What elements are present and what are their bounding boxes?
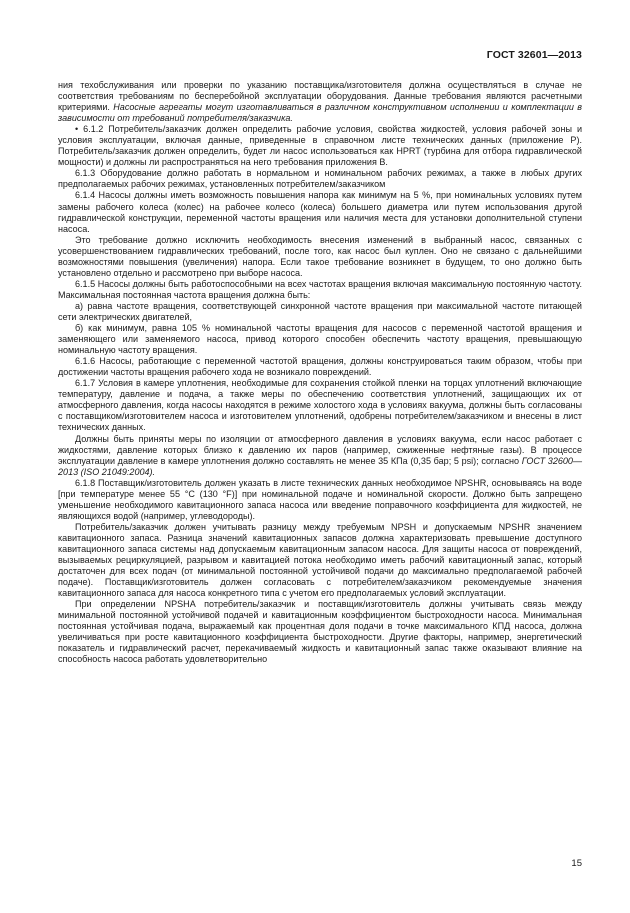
paragraph: • 6.1.2 Потребитель/заказчик должен определить рабочие условия, свойства жидкостей, условия рабочей зоны и условия эксплуатации, включая данные, приведенные в справочном листе технических данных (приложение Р). Потребитель/заказчик должен определить, будет ли насос использоваться как HPRT (турбина для отбора гидравлической мощности) и должны ли распространяться на него требования приложения В. [58, 124, 582, 168]
document-header: ГОСТ 32601—2013 [486, 49, 582, 61]
paragraph: 6.1.7 Условия в камере уплотнения, необходимые для сохранения стойкой пленки на торцах уплотнений включающие температуру, давление и подача, а также меры по обеспечению соответствия уплотнений, защищающих их от атмосферного давления, когда насосы находятся в режиме холостого хода в условиях вакуума, должны быть согласованы с поставщиком/изготовителем насоса и изготовителем уплотнений, одобрены потребителем/заказчиком и внесены в лист технических данных. [58, 378, 582, 433]
paragraph: Потребитель/заказчик должен учитывать разницу между требуемым NPSH и допускаемым NPSHR значением кавитационного запаса. Разница значений кавитационных запасов должна характеризовать превышение доступного кавитационного запаса системы над допускаемым кавитационным запасом насоса. Для защиты насоса от повреждений, вызываемых рециркуляцией, разрывом и кавитацией потока необходимо иметь рабочий кавитационный запас, который достаточен для всех подач (от минимальной постоянной устойчивой подачи до максимально предполагаемой рабочей подаче). Поставщик/изготовитель должен согласовать с потребителем/заказчиком рекомендуемые значения кавитационного запаса для насоса конкретного типа с учетом его предполагаемых условий эксплуатации. [58, 521, 582, 599]
paragraph: 6.1.5 Насосы должны быть работоспособными на всех частотах вращения включая максимальную постоянную частоту. Максимальная постоянная частота вращения должна быть: [58, 278, 582, 300]
body-text [58, 80, 582, 665]
paragraph: Это требование должно исключить необходимость внесения изменений в выбранный насос, связанных с усовершенствованием гидравлических требований, после того, как насос был куплен. Оно не связано с дальнейшими возможностями повышения (увеличения) напора. Если такое требование возникнет в будущем, то оно должно быть установлено отдельно и рассмотрено при выборе насоса. [58, 234, 582, 278]
paragraph: 6.1.4 Насосы должны иметь возможность повышения напора как минимум на 5 %, при номинальных условиях путем замены рабочего колеса (колес) на рабочее колесо (колеса) большего диаметра или путем использования другой гидравлической конструкции, переменной частоты вращения или наличия места для установки дополнительной ступени насоса. [58, 190, 582, 234]
paragraph: Должны быть приняты меры по изоляции от атмосферного давления в условиях вакуума, если насос работает с жидкостями, давление которых близко к давлению их паров (например, сжиженные нефтяные газы). В процессе эксплуатации давление в камере уплотнения должно составлять не менее 35 КПа (0,35 бар; 5 psi); согласно ГОСТ 32600—2013 (ISO 21049:2004). [58, 433, 582, 477]
page-number: 15 [571, 858, 582, 869]
paragraph: а) равна частоте вращения, соответствующей синхронной частоте вращения при максимальной частоте питающей сети электрических двигателей, [58, 300, 582, 322]
paragraph: б) как минимум, равна 105 % номинальной частоты вращения для насосов с переменной частотой вращения и заменяющего или заменяемого насоса, привод которого способен обеспечить частоту вращения, превышающую номинальную частоту вращения. [58, 323, 582, 356]
paragraph: 6.1.6 Насосы, работающие с переменной частотой вращения, должны конструироваться таким образом, чтобы при достижении частоты вращения рабочего хода не возникало повреждений. [58, 356, 582, 378]
paragraph: При определении NPSHA потребитель/заказчик и поставщик/изготовитель должны учитывать связь между минимальной постоянной устойчивой подачей и кавитационным коэффициентом быстроходности насоса. Минимальная постоянная устойчивая подача, выражаемый как процентная доля подачи в точке максимального КПД насоса, должна увеличиваться при росте кавитационного коэффициента быстроходности. Другие факторы, например, энергетический показатель и гидравлический расчет, перекачиваемый жидкость и кавитационный запас также оказывают влияние на способность насоса работать удовлетворительно [58, 599, 582, 665]
paragraph: ния техобслуживания или проверки по указанию поставщика/изготовителя должна осуществляться в случае не соответствия требованиям по бесперебойной эксплуатации оборудования. Данные требования являются расчетными критериями. Насосные агрегаты могут изготавливаться в различном конструктивном исполнении и комплектации в зависимости от требований потребителя/заказчика. [58, 80, 582, 124]
paragraph: 6.1.8 Поставщик/изготовитель должен указать в листе технических данных необходимое NPSHR, основываясь на воде [при температуре менее 55 °С (130 °F)] при номинальной подаче и номинальной скорости. Должно быть запрещено уменьшение необходимого кавитационного запаса насоса или введение поправочного коэффициента для жидкостей, не являющихся водой (например, углеводороды). [58, 477, 582, 521]
paragraph: 6.1.3 Оборудование должно работать в нормальном и номинальном рабочих режимах, а также в любых других предполагаемых рабочих режимах, установленных потребителем/заказчиком [58, 168, 582, 190]
